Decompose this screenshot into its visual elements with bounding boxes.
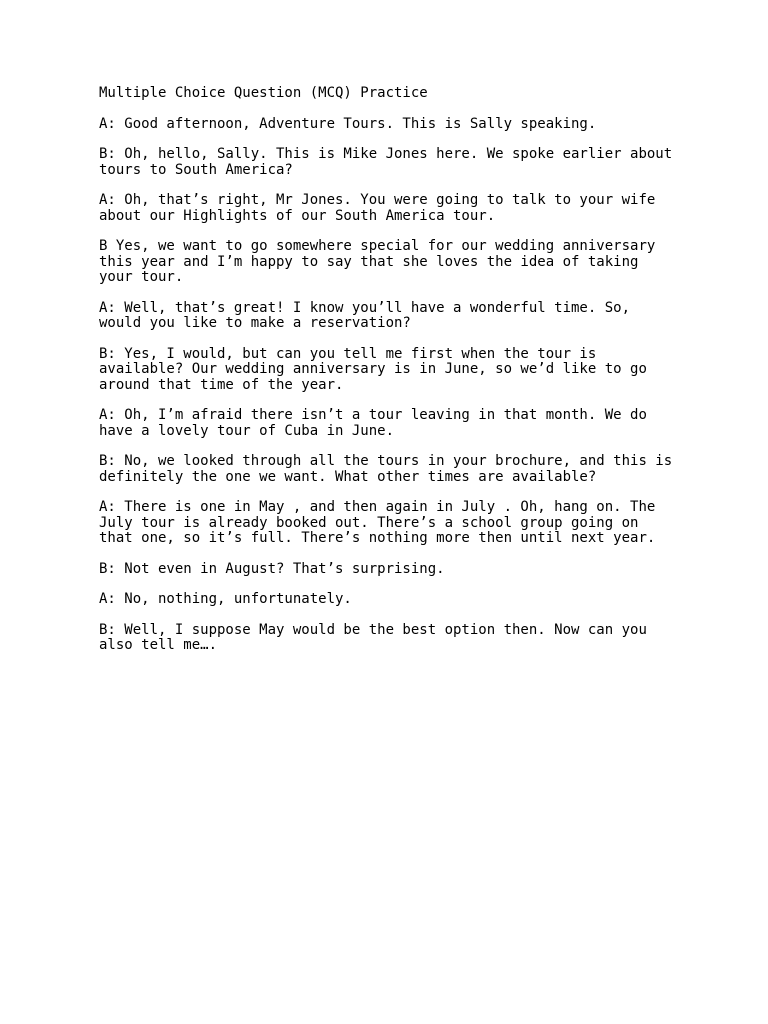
dialogue-paragraph [99,301,699,332]
dialogue-line: tours to South America? [99,161,293,178]
document-body [99,86,699,669]
dialogue-line: A: Oh, I’m afraid there isn’t a tour leaving in that month. We do [99,407,647,423]
dialogue-line: A: Good afternoon, Adventure Tours. This is Sally speaking. [99,115,597,132]
dialogue-line: B: Well, I suppose May would be the best option then. Now can you [99,621,647,638]
dialogue-line: B: Not even in August? That’s surprising. [99,560,445,577]
dialogue-line: B: Oh, hello, Sally. This is Mike Jones here. We spoke earlier about [99,146,673,162]
dialogue-line: around that time of the year. [99,376,344,393]
dialogue-line: A: Oh, that’s right, Mr Jones. You were going to talk to your wife [99,192,656,208]
dialogue-paragraph [99,408,699,439]
dialogue-paragraph [99,147,699,178]
dialogue-paragraph [99,454,699,485]
dialogue-line: about our Highlights of our South America tour. [99,207,496,224]
dialogue-line: have a lovely tour of Cuba in June. [99,422,395,439]
document-title: Multiple Choice Question (MCQ) Practice [99,85,428,101]
dialogue-line: A: Well, that’s great! I know you’ll have a wonderful time. So, [99,299,631,316]
dialogue-line: also tell me…. [99,637,218,653]
dialogue-line: A: No, nothing, unfortunately. [99,591,352,607]
dialogue-paragraph [99,117,699,133]
dialogue-line: B: No, we looked through all the tours in your brochure, and this is [99,453,673,469]
dialogue-paragraph [99,347,699,394]
dialogue-line: your tour. [99,269,184,285]
dialogue-line: definitely the one we want. What other times are available? [99,468,597,485]
dialogue-paragraph [99,592,699,608]
dialogue-line: July tour is already booked out. There’s a school group going on [99,514,639,531]
dialogue-paragraph [99,193,699,224]
dialogue-line: B Yes, we want to go somewhere special for our wedding anniversary [99,238,656,254]
dialogue-line: A: There is one in May , and then again in July . Oh, hang on. The [99,499,656,515]
dialogue-line: that one, so it’s full. There’s nothing more then until next year. [99,530,656,546]
dialogue-paragraph [99,623,699,654]
dialogue-paragraph [99,562,699,578]
dialogue-line: would you like to make a reservation? [99,315,411,331]
dialogue-line: this year and I’m happy to say that she loves the idea of taking [99,253,639,270]
dialogue-line: B: Yes, I would, but can you tell me first when the tour is [99,345,597,362]
dialogue-paragraph [99,239,699,286]
dialogue-paragraph [99,500,699,547]
dialogue-line: available? Our wedding anniversary is in June, so we’d like to go [99,361,647,377]
